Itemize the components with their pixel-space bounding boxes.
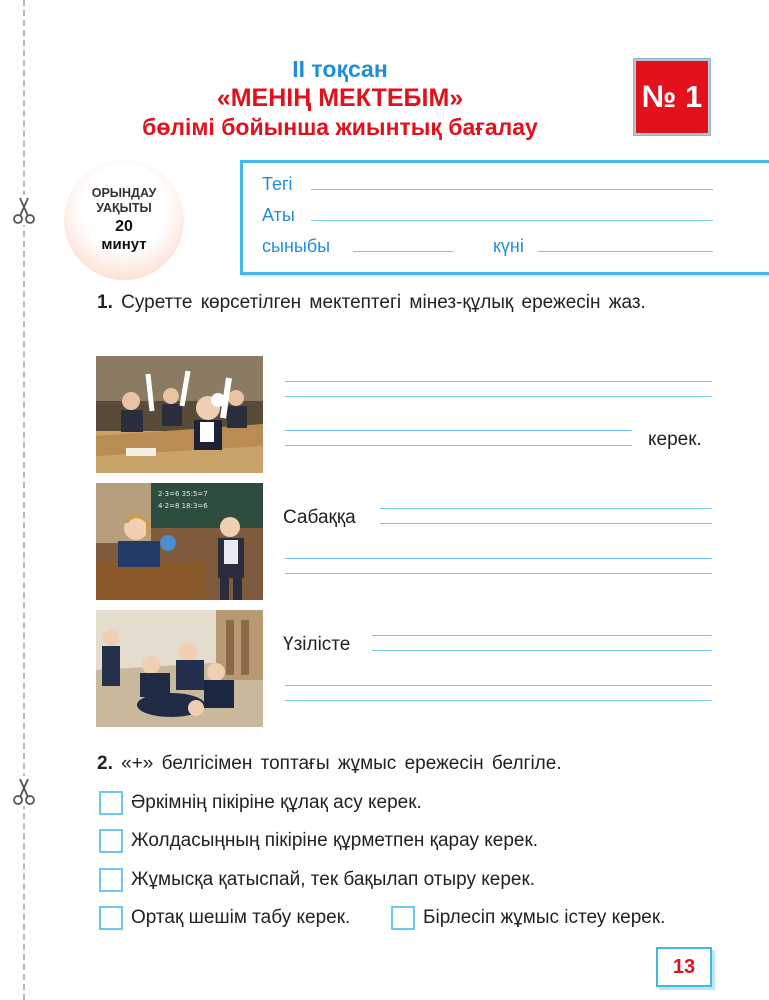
assessment-number-badge: № 1 — [634, 59, 710, 135]
task1-text — [97, 289, 712, 316]
date-field[interactable] — [538, 251, 713, 252]
answer-line[interactable] — [285, 573, 712, 574]
classroom-photo — [96, 356, 263, 473]
answer-line[interactable] — [372, 635, 712, 636]
task2-instruction: «+» белгісімен топтағы жұмыс ережесін белгіле. — [121, 753, 562, 774]
checkbox[interactable] — [99, 791, 123, 815]
answer-line[interactable] — [285, 700, 712, 701]
task1-instruction: Суретте көрсетілген мектептегі мінез-құлық ережесін жаз. — [121, 292, 646, 313]
assessment-subtitle: бөлімі бойынша жиынтық бағалау — [142, 114, 538, 140]
checklist-item[interactable] — [99, 829, 538, 853]
class-field[interactable] — [353, 251, 453, 252]
answer-line[interactable] — [285, 558, 712, 559]
checklist-item-label: Бірлесіп жұмыс істеу керек. — [423, 907, 666, 928]
checkbox[interactable] — [99, 829, 123, 853]
lesson-photo — [96, 483, 263, 600]
answer-line[interactable] — [285, 396, 712, 397]
page-number: 13 — [656, 947, 712, 987]
checklist-item-label: Ортақ шешім табу керек. — [131, 907, 351, 928]
time-limit-badge — [64, 160, 184, 280]
item3-prefix: Үзілісте — [283, 634, 351, 655]
cut-line — [23, 0, 25, 1000]
time-unit: минут — [101, 236, 147, 253]
answer-line[interactable] — [380, 508, 712, 509]
task2-text — [97, 750, 717, 777]
break-time-photo — [96, 610, 263, 727]
task2-number: 2. — [97, 753, 113, 774]
answer-line[interactable] — [285, 445, 632, 446]
checklist-item[interactable] — [99, 868, 535, 892]
checklist-item-label: Жолдасыңның пікіріне құрметпен қарау керек. — [131, 830, 539, 851]
answer-line[interactable] — [285, 685, 712, 686]
checklist-item-label: Әркімнің пікіріне құлақ асу керек. — [131, 792, 422, 813]
answer-line[interactable] — [285, 381, 712, 382]
checklist-item[interactable] — [99, 906, 350, 930]
item2-prefix: Сабаққа — [283, 507, 356, 528]
surname-label: Тегі — [262, 174, 293, 194]
checkbox[interactable] — [99, 906, 123, 930]
date-label: күні — [493, 236, 524, 256]
time-value: 20 — [115, 218, 133, 235]
item1-suffix: керек. — [648, 429, 702, 450]
task1-number: 1. — [97, 292, 113, 313]
name-field[interactable] — [311, 220, 713, 221]
answer-line[interactable] — [285, 430, 632, 431]
checkbox[interactable] — [391, 906, 415, 930]
scissors-icon — [11, 195, 37, 225]
time-label: ОРЫНДАУ УАҚЫТЫ — [91, 186, 157, 215]
scissors-icon — [11, 776, 37, 806]
section-title: «МЕНІҢ МЕКТЕБІМ» — [216, 84, 464, 112]
quarter-title: II тоқсан — [292, 56, 388, 82]
checklist-item-label: Жұмысқа қатыспай, тек бақылап отыру керек. — [131, 869, 536, 890]
name-label: Аты — [262, 205, 295, 225]
checklist-item[interactable] — [391, 906, 665, 930]
student-info-box — [240, 160, 769, 275]
checklist-item[interactable] — [99, 791, 422, 815]
answer-line[interactable] — [380, 523, 712, 524]
surname-field[interactable] — [311, 189, 713, 190]
page-header — [60, 56, 620, 141]
svg-text:2·3=6 35:5=7: 2·3=6 35:5=7 — [158, 490, 208, 498]
checkbox[interactable] — [99, 868, 123, 892]
answer-line[interactable] — [372, 650, 712, 651]
svg-text:4·2=8 18:3=6: 4·2=8 18:3=6 — [158, 502, 208, 510]
class-label: сыныбы — [262, 236, 331, 256]
